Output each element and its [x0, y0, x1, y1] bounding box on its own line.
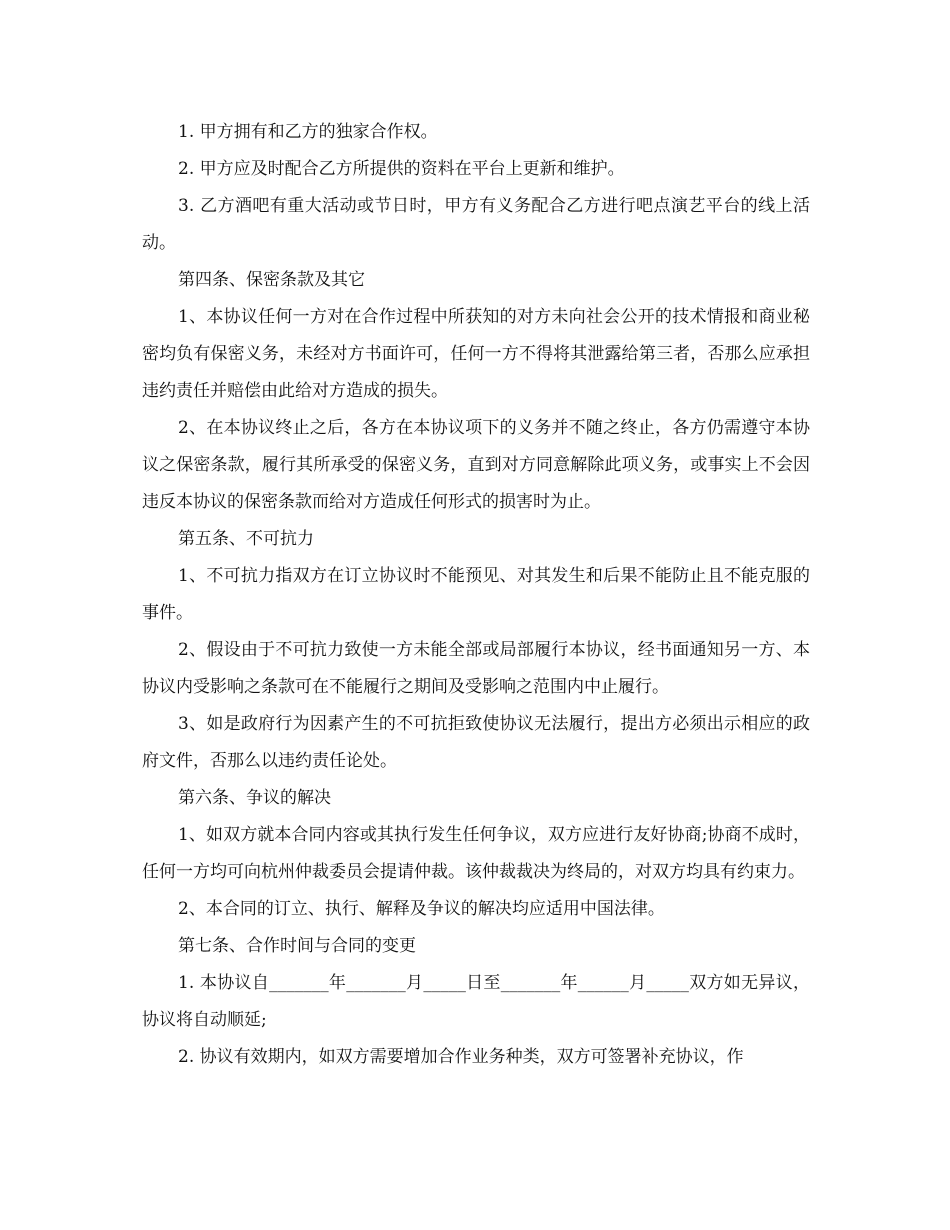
- dispute-clause-2: 2、本合同的订立、执行、解释及争议的解决均应适用中国法律。: [178, 899, 665, 919]
- term-clause-1: 1. 本协议自_______年_______月_____日至_______年______月_____双方如无异议，协议将自动顺延;: [142, 973, 810, 1030]
- confidentiality-clause-2: 2、在本协议终止之后，各方在本协议项下的义务并不随之终止，各方仍需遵守本协议之保密条款，履行其所承受的保密义务，直到对方同意解除此项义务，或事实上不会因违反本协议的保密条款而给对方造成任何形式的损害时为止。: [142, 418, 810, 512]
- section-heading-6: 第六条、争议的解决: [178, 788, 331, 808]
- dispute-clause-1: 1、如双方就本合同内容或其执行发生任何争议，双方应进行友好协商;协商不成时，任何一方均可向杭州仲裁委员会提请仲裁。该仲裁裁决为终局的，对双方均具有约束力。: [142, 825, 810, 882]
- force-majeure-clause-1: 1、不可抗力指双方在订立协议时不能预见、对其发生和后果不能防止且不能克服的事件。: [142, 566, 810, 623]
- term-clause-2: 2. 协议有效期内，如双方需要增加合作业务种类，双方可签署补充协议，作: [178, 1047, 744, 1067]
- clause-3-online-activities: 3. 乙方酒吧有重大活动或节日时，甲方有义务配合乙方进行吧点演艺平台的线上活动。: [142, 196, 810, 253]
- force-majeure-clause-2: 2、假设由于不可抗力致使一方未能全部或局部履行本协议，经书面通知另一方、本协议内受影响之条款可在不能履行之期间及受影响之范围内中止履行。: [142, 640, 810, 697]
- confidentiality-clause-1: 1、本协议任何一方对在合作过程中所获知的对方未向社会公开的技术情报和商业秘密均负有保密义务，未经对方书面许可，任何一方不得将其泄露给第三者，否那么应承担违约责任并赔偿由此给对方造成的损失。: [142, 307, 810, 401]
- clause-1-exclusive-right: 1. 甲方拥有和乙方的独家合作权。: [178, 122, 438, 142]
- section-heading-4: 第四条、保密条款及其它: [178, 270, 365, 290]
- section-heading-5: 第五条、不可抗力: [178, 529, 314, 549]
- clause-2-update-maintain: 2. 甲方应及时配合乙方所提供的资料在平台上更新和维护。: [178, 159, 625, 179]
- document-page: [142, 114, 810, 1076]
- section-heading-7: 第七条、合作时间与合同的变更: [178, 936, 416, 956]
- force-majeure-clause-3: 3、如是政府行为因素产生的不可抗拒致使协议无法履行，提出方必须出示相应的政府文件，否那么以违约责任论处。: [142, 714, 810, 771]
